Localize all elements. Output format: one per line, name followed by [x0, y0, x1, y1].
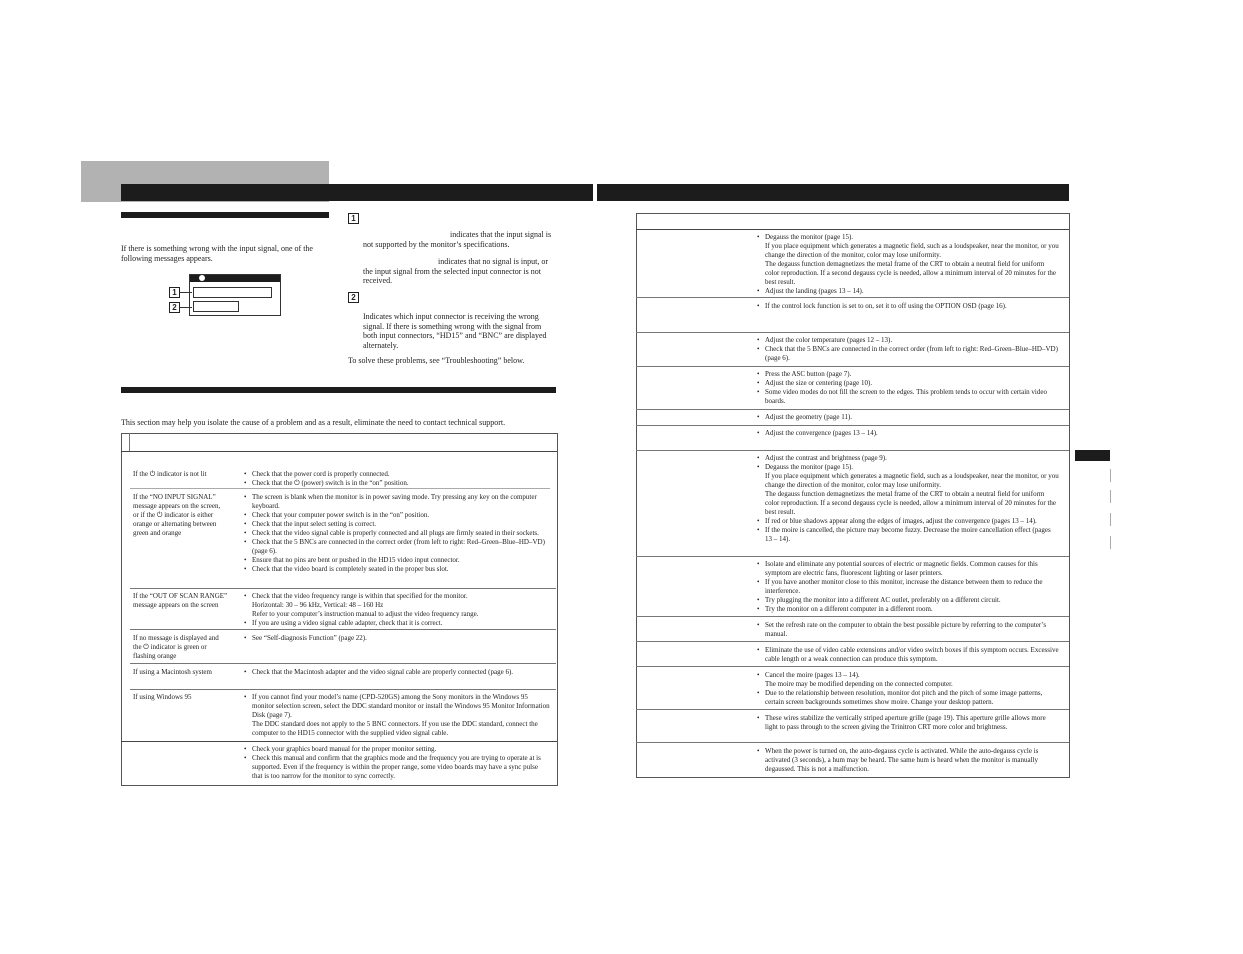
r-checks-color-temperature — [757, 336, 1059, 363]
r-checks-color-uniformity — [757, 233, 1059, 296]
section1-heading-bar — [121, 212, 329, 218]
edge-tab-tick-3 — [1110, 513, 1111, 526]
warning-icon — [199, 275, 205, 281]
message-field-1 — [193, 287, 272, 298]
check-bullet: • Check that the video frequency range is within that specified for the monitor. — [244, 592, 550, 601]
check-bullet: • If the moire is cancelled, the picture may become fuzzy. Decrease the moire cancellation effect (pages 13 – 14). — [757, 526, 1059, 544]
r-divider-1 — [636, 297, 1069, 298]
check-continuation: The degauss function demagnetizes the metal frame of the CRT to obtain a neutral field for uniform color reproduction. If a second degauss cycle is needed, allow a minimum interval of 20 minutes for the best result. — [765, 260, 1056, 286]
symptom-line: message appears on the screen, — [133, 502, 221, 510]
symptom-line: If using a Macintosh system — [133, 668, 212, 676]
edge-tab-tick-2 — [1110, 490, 1111, 503]
item-2-marker: 2 — [348, 292, 359, 303]
check-bullet: • Adjust the color temperature (pages 12 – 13). — [757, 336, 1059, 345]
check-bullet: • Try plugging the monitor into a different AC outlet, preferably on a different circuit. — [757, 596, 1059, 605]
row-divider-6 — [121, 741, 557, 742]
symptom-line: orange or alternating between — [133, 520, 217, 528]
edge-tab-active — [1075, 450, 1110, 461]
item-2-text: Indicates which input connector is receiving the wrong signal. If there is something wrong with the signal from both input connectors, “HD15” and “BNC” are displayed alternately. — [363, 312, 547, 350]
check-bullet: • Check that the Macintosh adapter and the video signal cable are properly connected (page 6). — [244, 668, 550, 677]
checks-out-of-scan-range — [244, 592, 550, 628]
symptom-macintosh — [133, 668, 239, 677]
r-divider-2 — [636, 332, 1069, 333]
checks-no-input-signal — [244, 493, 550, 574]
symptom-out-of-scan-range — [133, 592, 239, 610]
row-divider-4 — [130, 663, 556, 664]
section2-intro: This section may help you isolate the cause of a problem and as a result, eliminate the need to contact technical support. — [121, 418, 506, 427]
check-bullet: • If you have another monitor close to this monitor, increase the distance between them to reduce the interference. — [757, 578, 1059, 596]
checks-macintosh — [244, 668, 550, 677]
check-bullet: • Isolate and eliminate any potential sources of electric or magnetic fields. Common causes for this symptom are electric fans, fluorescent lighting or laser printers. — [757, 560, 1059, 578]
r-checks-size-centering — [757, 370, 1059, 406]
check-bullet: • If red or blue shadows appear along the edges of images, adjust the convergence (pages 13 – 14). — [757, 517, 1059, 526]
r-checks-fuzzy-picture — [757, 454, 1059, 544]
callout-2-line — [180, 307, 192, 308]
table-header-tick — [129, 433, 130, 451]
r-checks-convergence — [757, 429, 1059, 438]
callout-2-label: 2 — [169, 302, 180, 313]
r-checks-interference — [757, 560, 1059, 614]
check-bullet: • Check that the video signal cable is properly connected and all plugs are firmly seated in their sockets. — [244, 529, 550, 538]
row-divider-5 — [130, 689, 556, 690]
symptom-no-input-signal — [133, 493, 239, 538]
row-divider-2 — [130, 588, 556, 589]
check-bullet: • Check that the power cord is properly connected. — [244, 470, 550, 479]
message-field-2 — [193, 301, 239, 312]
left-header-bar — [121, 184, 593, 201]
right-header-bar — [597, 184, 1069, 201]
checks-windows95 — [244, 693, 550, 738]
check-continuation: The DDC standard does not apply to the 5 BNC connectors. If you use the DDC standard, connect the computer to the HD15 connector with the supplied video signal cable. — [252, 720, 538, 737]
r-divider-7 — [636, 556, 1069, 557]
r-checks-geometry — [757, 413, 1059, 422]
check-bullet: • Adjust the size or centering (page 10). — [757, 379, 1059, 388]
check-continuation: Horizontal: 30 – 96 kHz, Vertical: 48 – 160 Hz — [252, 601, 384, 609]
symptom-line: If no message is displayed and — [133, 634, 219, 642]
check-bullet: • Check that your computer power switch is in the “on” position. — [244, 511, 550, 520]
r-divider-10 — [636, 666, 1069, 667]
check-bullet: • Check that the input select setting is correct. — [244, 520, 550, 529]
check-bullet: • Check your graphics board manual for the proper monitor setting. — [244, 745, 550, 754]
check-bullet: • Some video modes do not fill the screen to the edges. This problem tends to occur with certain video boards. — [757, 388, 1059, 406]
check-bullet: • Adjust the contrast and brightness (page 9). — [757, 454, 1059, 463]
illustration-title-bar — [190, 275, 280, 282]
symptom-power-indicator — [133, 470, 239, 479]
r-divider-6 — [636, 450, 1069, 451]
item-1-text-a: indicates that the input signal is not supported by the monitor’s specifications. — [363, 230, 552, 249]
check-continuation: If you place equipment which generates a magnetic field, such as a loudspeaker, near the monitor, or you change the direction of the monitor, color may lose uniformity. — [765, 472, 1059, 489]
check-bullet: • Eliminate the use of video cable extensions and/or video switch boxes if this symptom occurs. Excessive cable length or a weak connection can produce this symptom. — [757, 646, 1059, 664]
check-bullet: • If you cannot find your model’s name (CPD-520GS) among the Sony monitors in the Windows 95 monitor selection screen, select the DDC standard monitor or install the Windows 95 Monitor Information Disk (page 7). — [244, 693, 550, 720]
table-header-divider — [121, 451, 557, 452]
checks-power-indicator — [244, 470, 550, 488]
symptom-line: or if the ⏻ indicator is either — [133, 511, 214, 519]
check-bullet: • Press the ASC button (page 7). — [757, 370, 1059, 379]
r-checks-cable-extension — [757, 646, 1059, 664]
r-divider-4 — [636, 409, 1069, 410]
check-bullet: • Ensure that no pins are bent or pushed in the HD15 video input connector. — [244, 556, 550, 565]
check-bullet: • Set the refresh rate on the computer to obtain the best possible picture by referring to the computer’s manual. — [757, 621, 1059, 639]
check-bullet: • Degauss the monitor (page 15). — [757, 463, 1059, 472]
r-divider-11 — [636, 709, 1069, 710]
check-bullet: • If you are using a video signal cable adapter, check that it is correct. — [244, 619, 550, 628]
checks-no-message — [244, 634, 550, 643]
check-bullet: • Check this manual and confirm that the graphics mode and the frequency you are trying to operate at is supported. Even if the frequency is within the proper range, some video boards may have a sync pulse that is too narrow for the monitor to sync correctly. — [244, 754, 550, 781]
symptom-line: flashing orange — [133, 652, 177, 660]
symptom-line: If the “NO INPUT SIGNAL” — [133, 493, 216, 501]
check-bullet: • Cancel the moire (pages 13 – 14). — [757, 671, 1059, 680]
section1-intro: If there is something wrong with the input signal, one of the following messages appears. — [121, 244, 313, 263]
r-divider-5 — [636, 425, 1069, 426]
checks-graphics-board — [244, 745, 550, 781]
r-divider-3 — [636, 366, 1069, 367]
r-checks-aperture-grille — [757, 714, 1059, 732]
check-bullet: • Adjust the convergence (pages 13 – 14). — [757, 429, 1059, 438]
symptom-line: the ⏻ indicator is green or — [133, 643, 207, 651]
check-continuation: The degauss function demagnetizes the metal frame of the CRT to obtain a neutral field for uniform color reproduction. If a second degauss cycle is needed, allow a minimum interval of 20 minutes for the best result. — [765, 490, 1056, 516]
r-checks-moire — [757, 671, 1059, 707]
check-bullet: • Adjust the landing (pages 13 – 14). — [757, 287, 1059, 296]
r-header-divider — [636, 229, 1069, 230]
solve-note: To solve these problems, see “Troubleshooting” below. — [348, 356, 525, 365]
edge-tab-tick-4 — [1110, 536, 1111, 549]
check-continuation: The moire may be modified depending on the connected computer. — [765, 680, 953, 688]
callout-1-line — [180, 292, 192, 293]
check-bullet: • If the control lock function is set to on, set it to off using the OPTION OSD (page 16). — [757, 302, 1059, 311]
symptom-line: If the ⏻ indicator is not lit — [133, 470, 207, 478]
r-checks-auto-degauss — [757, 747, 1059, 774]
r-divider-12 — [636, 742, 1069, 743]
section2-heading-bar — [121, 387, 556, 393]
check-bullet: • Due to the relationship between resolution, monitor dot pitch and the pitch of some image patterns, certain screen backgrounds sometimes show moire. Change your desktop pattern. — [757, 689, 1059, 707]
check-bullet: • Check that the video board is completely seated in the proper bus slot. — [244, 565, 550, 574]
check-bullet: • Check that the 5 BNCs are connected in the correct order (from left to right: Red–Green–Blue–HD–VD) (page 6). — [244, 538, 550, 556]
check-bullet: • Try the monitor on a different computer in a different room. — [757, 605, 1059, 614]
symptom-line: message appears on the screen — [133, 601, 219, 609]
symptom-line: If using Windows 95 — [133, 693, 192, 701]
symptom-line: green and orange — [133, 529, 182, 537]
callout-1-label: 1 — [169, 287, 180, 298]
check-bullet: • Adjust the geometry (page 11). — [757, 413, 1059, 422]
edge-tab-tick-1 — [1110, 469, 1111, 482]
check-bullet: • See “Self-diagnosis Function” (page 22). — [244, 634, 550, 643]
item-1-marker: 1 — [348, 213, 359, 224]
check-bullet: • Check that the ⏻ (power) switch is in the “on” position. — [244, 479, 550, 488]
check-bullet: • Check that the 5 BNCs are connected in the correct order (from left to right: Red–Green–Blue–HD–VD) (page 6). — [757, 345, 1059, 363]
r-checks-control-lock — [757, 302, 1059, 311]
r-divider-8 — [636, 616, 1069, 617]
symptom-line: If the “OUT OF SCAN RANGE” — [133, 592, 228, 600]
item-1-text-b: indicates that no signal is input, or the input signal from the selected input connector is not received. — [363, 257, 548, 285]
row-divider-1 — [130, 488, 550, 489]
check-bullet: • When the power is turned on, the auto-degauss cycle is activated. While the auto-degauss cycle is activated (3 seconds), a hum may be heard. The same hum is heard when the monitor is manually degaussed. This is not a malfunction. — [757, 747, 1059, 774]
r-checks-refresh-rate — [757, 621, 1059, 639]
warning-message-illustration — [189, 274, 281, 316]
symptom-no-message — [133, 634, 239, 661]
check-bullet: • These wires stabilize the vertically striped aperture grille (page 19). This aperture grille allows more light to pass through to the screen giving the Trinitron CRT more color and brightness. — [757, 714, 1059, 732]
check-continuation: If you place equipment which generates a magnetic field, such as a loudspeaker, near the monitor, or you change the direction of the monitor, color may lose uniformity. — [765, 242, 1059, 259]
row-divider-3 — [130, 629, 556, 630]
check-bullet: • The screen is blank when the monitor is in power saving mode. Try pressing any key on the computer keyboard. — [244, 493, 550, 511]
symptom-windows95 — [133, 693, 239, 702]
check-bullet: • Degauss the monitor (page 15). — [757, 233, 1059, 242]
check-continuation: Refer to your computer’s instruction manual to adjust the video frequency range. — [252, 610, 479, 618]
r-divider-9 — [636, 641, 1069, 642]
